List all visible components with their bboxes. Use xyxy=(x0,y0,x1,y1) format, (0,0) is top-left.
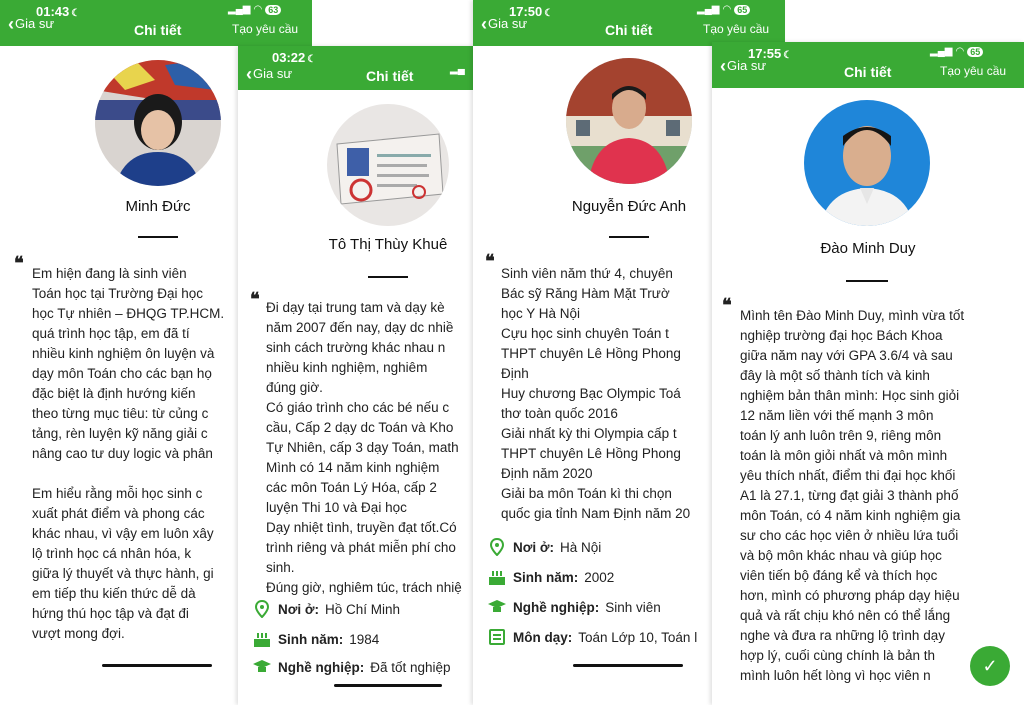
back-button[interactable]: ‹ Gia sư xyxy=(8,13,55,34)
create-request-button[interactable]: Tạo yêu cầu xyxy=(703,22,770,36)
avatar xyxy=(566,58,692,184)
page-title: Chi tiết xyxy=(844,64,892,80)
wifi-icon: ◠ xyxy=(722,4,732,15)
graduation-cap-icon xyxy=(252,658,272,676)
graduation-cap-icon xyxy=(487,598,507,616)
app-header xyxy=(712,42,1024,88)
signal-icon: ▂▄▆ xyxy=(228,4,251,15)
name-divider xyxy=(846,280,888,282)
info-address: Nơi ở: Hồ Chí Minh xyxy=(252,600,400,618)
chevron-left-icon: ‹ xyxy=(8,13,14,34)
create-request-button[interactable]: Tạo yêu cầu xyxy=(232,22,299,36)
app-header xyxy=(238,46,476,90)
quote-icon: ❝ xyxy=(485,251,495,271)
page-title: Chi tiết xyxy=(134,22,182,38)
info-birth-year: Sinh năm: 2002 xyxy=(487,568,614,586)
home-indicator xyxy=(334,684,442,687)
tutor-bio: Đi dạy tại trung tam và dạy kè năm 2007 đến nay, dạy dc nhiề sinh cách trường khác nhau n nhiều kinh nghiệm, nghiêm đúng giờ. Có giáo trình cho các bé nếu c cầu, Cấp 2 dạy dc Toán và Kho Tự Nhiên, cấp 3 dạy Toán, math Mình có 14 năm kinh nghiệm các môn Toán Lý Hóa, cấp 2 luyện Thi 10 và Đại học Dạy nhiệt tình, truyền đạt tốt.Có trình riêng và phát miễn phí cho sinh. Đúng giờ, nghiêm túc, trách nhiệ xyxy=(266,300,462,595)
tutor-bio: Sinh viên năm thứ 4, chuyên Bác sỹ Răng Hàm Mặt Trườ học Y Hà Nội Cựu học sinh chuyên Toán t THPT chuyên Lê Hồng Phong Định Huy chương Bạc Olympic Toá thơ toàn quốc 2016 Giải nhất kỳ thi Olympia cấp t THPT chuyên Lê Hồng Phong Định năm 2020 Giải ba môn Toán kì thi chọn quốc gia tỉnh Nam Định năm 20 xyxy=(501,266,691,521)
info-birth-year: Sinh năm: 1984 xyxy=(252,630,379,648)
tutor-name: Tô Thị Thùy Khuê xyxy=(328,236,448,253)
page-title: Chi tiết xyxy=(605,22,653,38)
info-address: Nơi ở: Hà Nội xyxy=(487,538,601,556)
checkmark-icon: ✓ xyxy=(982,655,998,676)
status-icons xyxy=(930,46,983,57)
back-button[interactable]: ‹ Gia sư xyxy=(246,63,293,84)
home-indicator xyxy=(573,664,683,667)
status-time: 17:55 ☾ xyxy=(748,46,793,61)
location-pin-icon xyxy=(487,538,507,556)
battery-icon: 65 xyxy=(734,5,750,15)
location-pin-icon xyxy=(252,600,272,618)
back-button[interactable]: ‹ Gia sư xyxy=(481,13,528,34)
name-divider xyxy=(138,236,178,238)
tutor-card-thuy-khue xyxy=(238,46,476,705)
cake-icon xyxy=(487,568,507,586)
quote-icon: ❝ xyxy=(250,289,260,309)
create-request-button[interactable]: Tạo yêu cầu xyxy=(940,64,1007,78)
back-button[interactable]: ‹ Gia sư xyxy=(720,55,767,76)
info-occupation: Nghề nghiệp: Sinh viên xyxy=(487,598,661,616)
quote-icon: ❝ xyxy=(14,253,24,273)
signal-icon: ▂▄▆ xyxy=(930,46,953,57)
avatar xyxy=(804,100,930,226)
name-divider xyxy=(609,236,649,238)
wifi-icon: ◠ xyxy=(253,4,263,15)
tutor-name: Minh Đức xyxy=(125,198,191,215)
home-indicator xyxy=(102,664,212,667)
avatar xyxy=(327,104,449,226)
book-icon xyxy=(487,628,507,646)
tutor-bio: Mình tên Đào Minh Duy, mình vừa tốt nghiệp trường đại học Bách Khoa giữa năm nay với GPA 3.6/4 và sau đây là một số thành tích và kinh nghiệm bản thân mình: Học sinh giỏi 12 năm liền với thế mạnh 3 môn toán lý anh luôn trên 9, riêng môn toán là môn giỏi nhất và môn mình yêu thích nhất, điểm thi đại học khối A1 là 27.1, từng đạt giải 3 thành phố môn Toán, có 4 năm kinh nghiệm gia sư cho các học viên ở nhiều lứa tuổi và bộ môn khác nhau và giúp học viên tiến bộ đáng kể và thích học hơn, mình có phương pháp dạy hiệu quả và rất chịu khó nên có thể lắng nghe và đưa ra những lộ trình dạy hợp lý, cuối cùng chính là bản th mình luôn hết lòng vì học viên n xyxy=(740,308,965,683)
status-icons xyxy=(697,4,750,15)
app-header xyxy=(0,0,312,46)
status-icons xyxy=(228,4,281,15)
avatar xyxy=(95,60,221,186)
confirm-fab-button[interactable] xyxy=(970,646,1010,686)
tutor-bio: Em hiện đang là sinh viên Toán học tại Trường Đại học học Tự nhiên – ĐHQG TP.HCM. quá trình học tập, em đã tí nhiều kinh nghiệm ôn luyện và dạy môn Toán cho các bạn họ đặc biệt là định hướng kiến theo từng mục tiêu: từ củng c tảng, rèn luyện kỹ năng giải c nâng cao tư duy logic và phân Em hiểu rằng mỗi học sinh c xuất phát điểm và phong các khác nhau, vì vậy em luôn xây lộ trình học cá nhân hóa, k giữa lý thuyết và thực hành, gi em tiếp thu kiến thức dễ dà hứng thú học tập và đạt đi vượt mong đợi. xyxy=(32,266,225,641)
app-header xyxy=(473,0,785,46)
tutor-card-minh-duy xyxy=(712,42,1024,705)
battery-icon: 63 xyxy=(265,5,281,15)
status-time: 01:43 ☾ xyxy=(36,4,81,19)
cake-icon xyxy=(252,630,272,648)
battery-icon: 65 xyxy=(967,47,983,57)
status-time: 03:22 ☾ xyxy=(272,50,317,65)
status-icons xyxy=(450,64,465,75)
wifi-icon: ◠ xyxy=(955,46,965,57)
signal-icon: ▂▄▆ xyxy=(697,4,720,15)
chevron-left-icon: ‹ xyxy=(481,13,487,34)
quote-icon: ❝ xyxy=(722,295,732,315)
status-time: 17:50 ☾ xyxy=(509,4,554,19)
page-title: Chi tiết xyxy=(366,68,414,84)
info-occupation: Nghề nghiệp: Đã tốt nghiệp xyxy=(252,658,451,676)
chevron-left-icon: ‹ xyxy=(246,63,252,84)
info-subjects: Môn dạy: Toán Lớp 10, Toán l xyxy=(487,628,697,646)
signal-icon: ▂▄ xyxy=(450,64,465,75)
tutor-name: Đào Minh Duy xyxy=(820,240,916,257)
tutor-name: Nguyễn Đức Anh xyxy=(571,198,687,215)
name-divider xyxy=(368,276,408,278)
chevron-left-icon: ‹ xyxy=(720,55,726,76)
